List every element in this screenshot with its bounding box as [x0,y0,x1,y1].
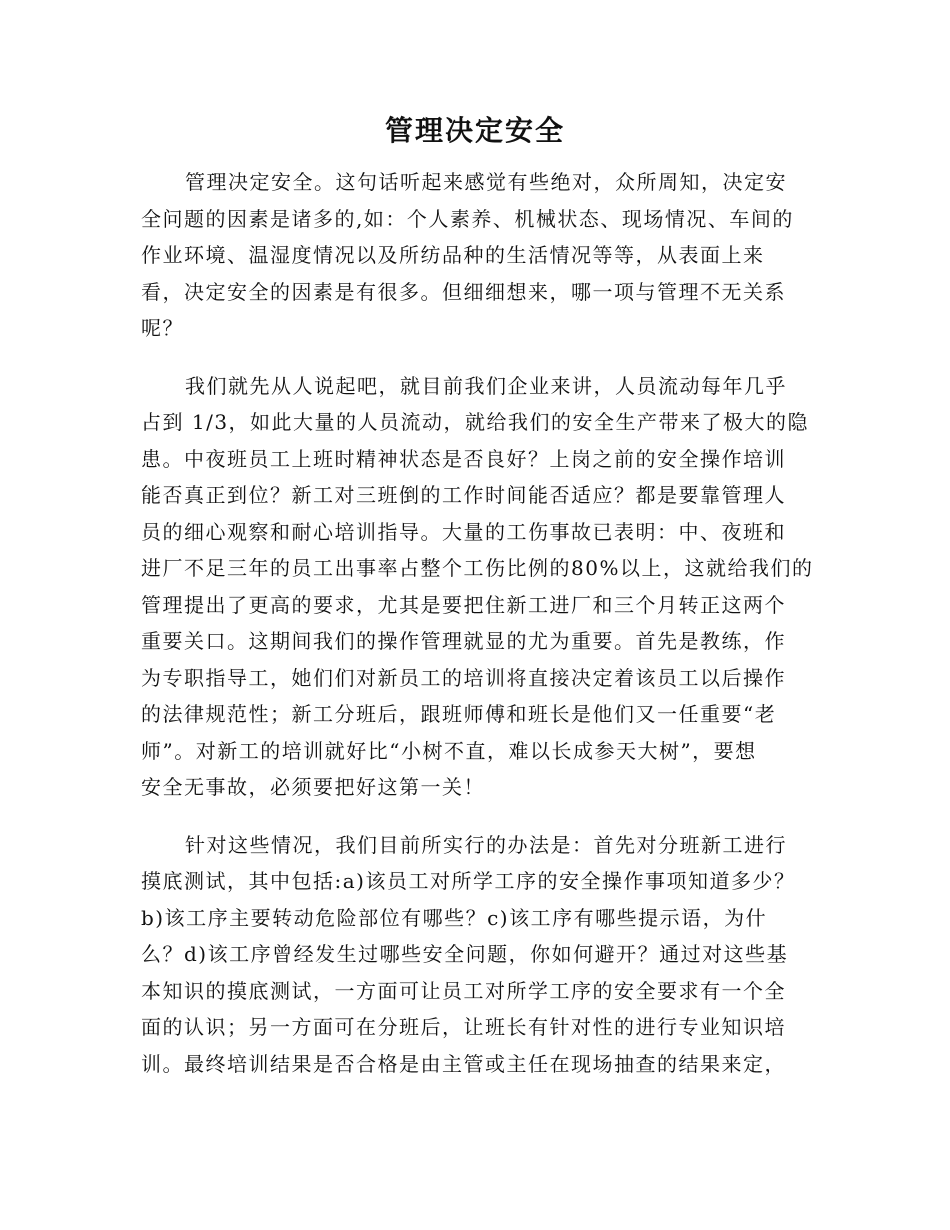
text-line: b)该工序主要转动危险部位有哪些？c)该工序有哪些提示语，为什 [141,905,768,930]
text-line: 安全无事故，必须要把好这第一关！ [141,775,485,799]
text-line: 摸底测试，其中包括:a)该员工对所学工序的安全操作事项知道多少？ [141,869,796,893]
text-line: 本知识的摸底测试，一方面可让员工对所学工序的安全要求有一个全 [141,978,786,1003]
document-title: 管理决定安全 [384,114,565,147]
text-line: 进厂不足三年的员工出事率占整个工伤比例的80%以上，这就给我们的 [141,556,814,580]
text-line: 为专职指导工，她们们对新员工的培训将直接决定着该员工以后操作 [141,665,786,690]
text-line: 师”。对新工的培训就好比“小树不直，难以长成参天大树”，要想 [141,738,757,763]
paragraph-2 [141,368,814,806]
paragraph-3 [141,827,809,1083]
text-line: 作业环境、温湿度情况以及所纺品种的生活情况等等，从表面上来 [141,243,765,267]
text-line: 么？d)该工序曾经发生过哪些安全问题，你如何避开？通过对这些基 [141,942,789,966]
text-line: 针对这些情况，我们目前所实行的办法是：首先对分班新工进行 [185,832,787,857]
text-line: 能否真正到位？新工对三班倒的工作时间能否适应？都是要靠管理人 [141,483,786,507]
document-body [141,164,814,1082]
text-line: 呢？ [141,316,184,340]
text-line: 的法律规范性；新工分班后，跟班师傅和班长是他们又一任重要“老 [141,702,777,726]
text-line: 全问题的因素是诸多的,如：个人素养、机械状态、现场情况、车间的 [141,206,794,231]
text-line: 管理提出了更高的要求，尤其是要把住新工进厂和三个月转正这两个 [141,592,786,617]
text-line: 我们就先从人说起吧，就目前我们企业来讲，人员流动每年几乎 [185,373,787,398]
text-line: 面的认识；另一方面可在分班后，让班长有针对性的进行专业知识培 [141,1015,786,1039]
text-line: 患。中夜班员工上班时精神状态是否良好？上岗之前的安全操作培训 [141,446,786,471]
paragraph-1 [141,164,809,347]
text-line: 训。最终培训结果是否合格是由主管或主任在现场抽查的结果来定， [141,1051,786,1076]
text-line: 管理决定安全。这句话听起来感觉有些绝对，众所周知，决定安 [185,170,787,194]
text-line: 占到 1/3，如此大量的人员流动，就给我们的安全生产带来了极大的隐 [141,410,810,434]
text-line: 看，决定安全的因素是有很多。但细细想来，哪一项与管理不无关系 [141,279,786,304]
text-line: 重要关口。这期间我们的操作管理就显的尤为重要。首先是教练，作 [141,629,786,653]
text-line: 员的细心观察和耐心培训指导。大量的工伤事故已表明：中、夜班和 [141,519,786,544]
